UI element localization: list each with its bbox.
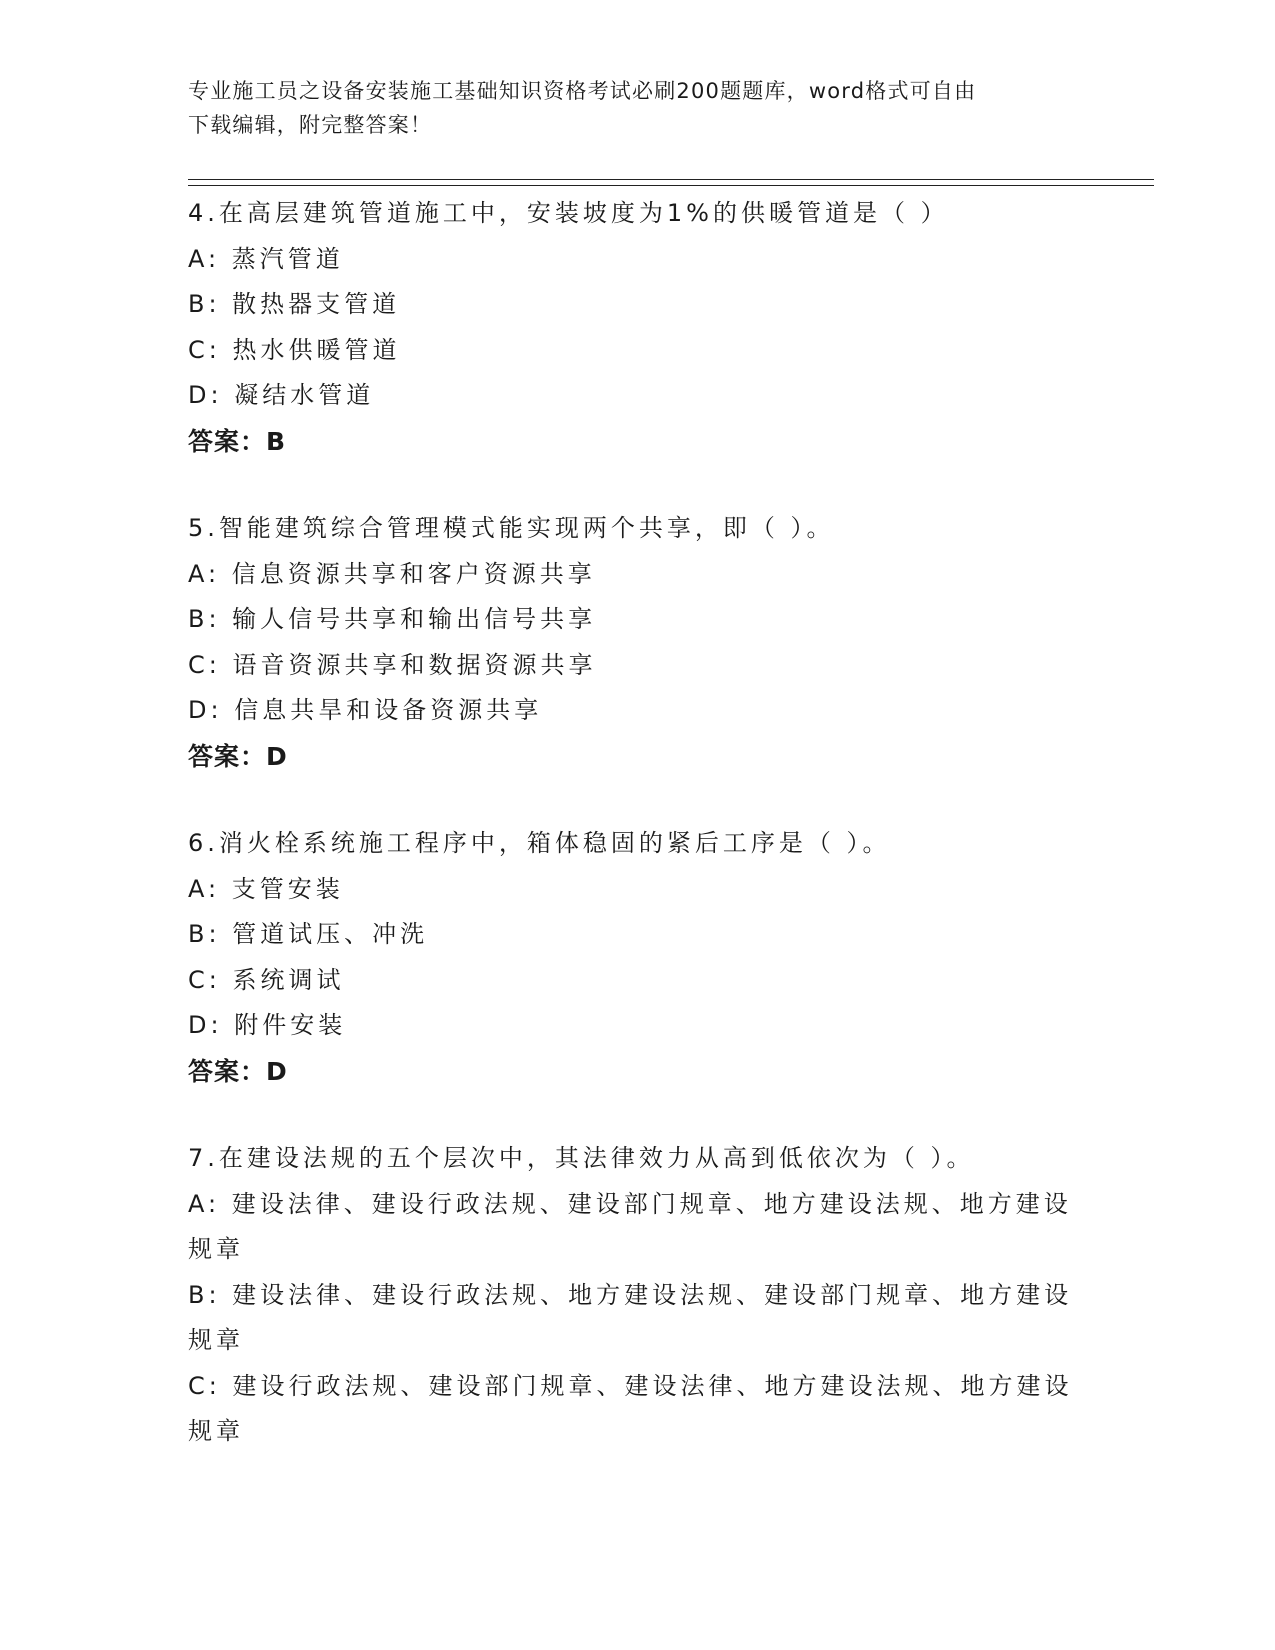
answer-label: 答案：D [188,741,288,771]
document-header: 专业施工员之设备安装施工基础知识资格考试必刷200题题库，word格式可自由 下载编辑，附完整答案！ [188,79,977,137]
option-a: A: 建设法律、建设行政法规、建设部门规章、地方建设法规、地方建设规章 [188,1189,1072,1263]
option-c: C: 建设行政法规、建设部门规章、建设法律、地方建设法规、地方建设规章 [188,1371,1073,1445]
option-c: C: 系统调试 [188,965,345,994]
option-a: A: 支管安装 [188,874,344,903]
header-divider-bottom [188,185,1154,186]
question-list [188,191,1088,1455]
option-d: D: 凝结水管道 [188,381,375,409]
option-c: C: 语音资源共享和数据资源共享 [188,650,597,679]
question-7 [188,1136,1088,1455]
option-b: B: 管道试压、冲洗 [188,920,429,948]
option-a: A: 蒸汽管道 [188,244,344,273]
question-stem: 5.智能建筑综合管理模式能实现两个共享，即（ ）。 [188,514,835,542]
question-4 [188,191,1088,464]
header-divider-top [188,179,1154,180]
question-stem: 4.在高层建筑管道施工中，安装坡度为1%的供暖管道是（ ） [188,199,949,227]
option-d: D: 附件安装 [188,1011,347,1039]
question-6 [188,821,1088,1094]
question-stem: 6.消火栓系统施工程序中，箱体稳固的紧后工序是（ ）。 [188,829,891,857]
question-stem: 7.在建设法规的五个层次中，其法律效力从高到低依次为（ ）。 [188,1144,975,1172]
option-b: B: 建设法律、建设行政法规、地方建设法规、建设部门规章、地方建设规章 [188,1280,1073,1354]
option-a: A: 信息资源共享和客户资源共享 [188,559,596,588]
option-b: B: 散热器支管道 [188,290,401,318]
option-d: D: 信息共旱和设备资源共享 [188,696,543,724]
answer-label: 答案：B [188,426,287,456]
question-5 [188,506,1088,779]
option-b: B: 输人信号共享和输出信号共享 [188,605,597,633]
answer-label: 答案：D [188,1056,288,1086]
option-c: C: 热水供暖管道 [188,335,401,364]
